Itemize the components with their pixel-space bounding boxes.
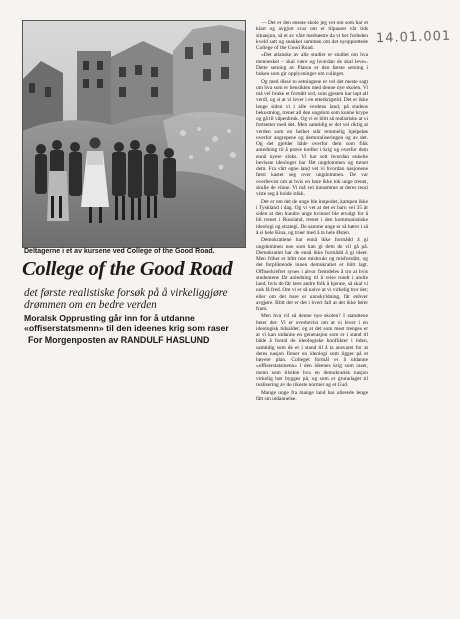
article-subheadline: det første realistiske forsøk på å virkeliggjøre drømmen om en bedre verden [24, 287, 228, 311]
article-headline: College of the Good Road [22, 258, 233, 280]
article-lead: Moralsk Opprusting går inn for å utdanne «offiserstatsmenn» til den ideenes krig som raser [24, 313, 229, 333]
body-paragraph: Mange unge fra mange land har allerede lenge fått sin utdannelse. [256, 389, 368, 402]
body-paragraph: Det er om det de unge ble innpodet, kampen ikke i Tyskland i dag. Og vi vet at det er barn vel 35 år siden at den hundre unge kvinner ble utvalgt for å bli trenet i Russland, trenet i den kommunistiske ideologi og strategi. De samme unge er så hører i så å si hele Kina, og truer med å ta hele Østen. [256, 198, 368, 236]
body-paragraph: Og med disse to setningene er vel det meste sagt om hva som er hensikten med denne nye skolen. Vi må vel bruke et forstått ord, som gjesten har tapt all verdi, og si at vi lever i en etterkrigstid. Det er ikke lenge siden vi i alle verdens land, på stadens bekostning, trenet all den ungdom som kunne krype og gå til våpenbruk. Og vi er blitt så realistiske at vi fortsetter med det. Men samtidig er det vel riktig at verden som en helhet står temmelig hjelpeløs overfor angrepene og demoraliseringen og av det. Og det gjelder både overfor dem som fikk anledning til å prøve krefter i krig og overfor dem ennå nyere sloks. Vi har sett hvordan enkelte bevisste ideologer har fått ungdommen og trenet dem. Fra vårt egne land vet vi hvordan nasjonene først kastet seg over ungdommen. De var overbevist om at hvis en bare ikke tok unge trenet, skulle de vinne. Vi må vel innrømme at deres teori viste seg å holde stikk. [256, 78, 368, 198]
photo-caption: Deltagerne i et av kursene ved College of the Good Road. [24, 248, 215, 255]
photo-illustration [23, 21, 245, 247]
body-paragraph: Demokratiene har ennå ikke formådd å gi ungdommen noe som kan gi dem de vil gå på. Demokratiet har de ennå ikke formådd å gi ideer. Men frihet er blitt noe misbrukt og misforstått, og det forpliktende innen demokratiet er blitt lagt. Offiserkrefter synes i alvor fremdeles å tro at hvis studentene får anledning til å reise rundt i andre land, hvis de får lære andre folk å kjenne, så skal vi nok få fred. Om vi er så naive at vi virkelig tror det; eller om det bare er unnskyldning, får enhver avgjøre. Blitt det er det i hvert fall at det ikke fører fram. [256, 237, 368, 312]
article-photo [22, 20, 246, 248]
article-byline: For Morgenposten av RANDULF HASLUND [28, 335, 210, 345]
handwritten-date: 14.01.001 [375, 28, 452, 47]
body-paragraph: Men hva vil så denne nye skolen? I statuttene heter det: Vi er overbevist om at vi lever i en ideologisk tidsalder, og at det som mest trenges er at vi kan utdanne en generasjon som er i stand til både å forstå de ideologiske konflikter i tiden, samtidig som de er i stand til å ta ansvaret for at deres nasjon finner en ideologi som ligger på et høyere plan. Colleget formål er å utdanne «offiserstatsmenn» i den ideenes krig som raser, menn som tilsikte hva en demokratisk nasjon virkelig bør bygges på, og som er grunnlaget til realisering av de rikeste normer og et Gud. [256, 313, 368, 389]
article-body-column [256, 20, 368, 588]
body-paragraph: «Det atlanske av alle studier er studiet om hva mennesket – skal være og hvordan de skal leve». Dette setning av Platon er den første setning i boken som gir opplysninger om colleget. [256, 52, 368, 78]
body-paragraph: — Det er den eneste skole jeg vet om som har et klart og avgjort svar om er tilpasset vår tids situasjon, så et av våre medsøstre da vi her forleden kveld satt og snakket sammen om det nyopprettede College of the Good Road. [256, 20, 368, 51]
